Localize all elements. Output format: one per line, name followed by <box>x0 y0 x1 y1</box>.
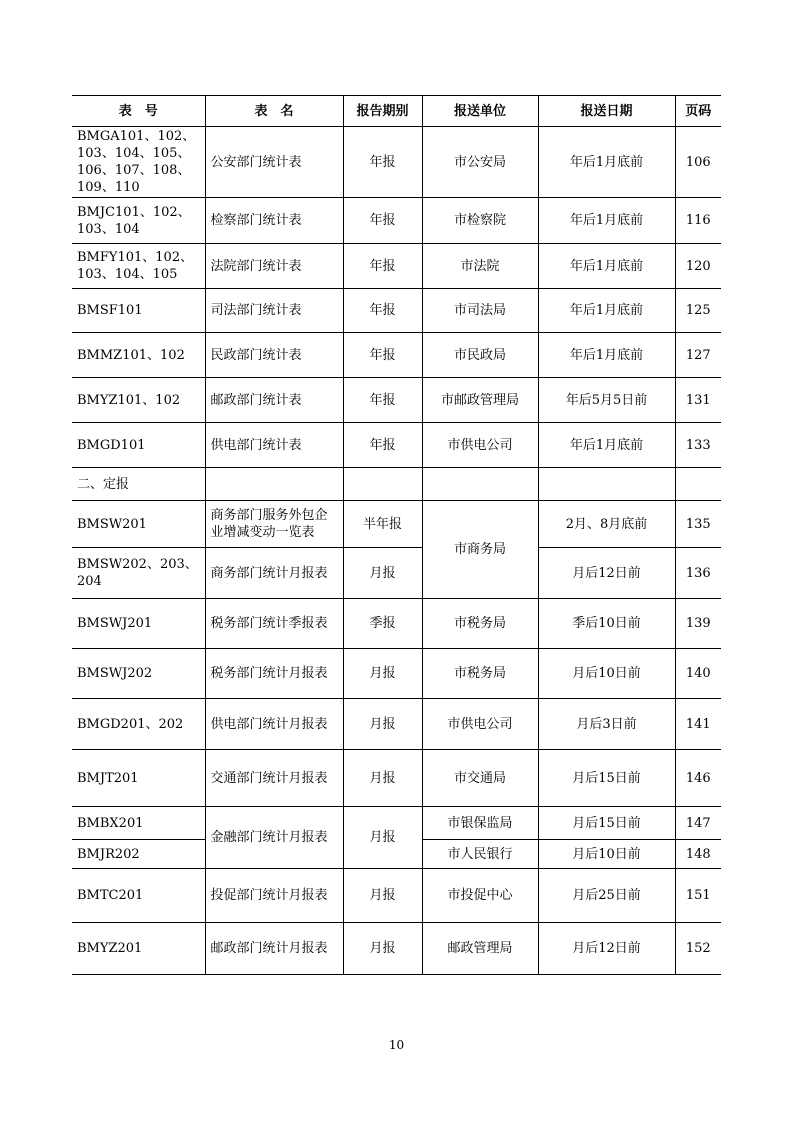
date-cell: 年后1月底前 <box>538 244 675 289</box>
unit-cell: 市人民银行 <box>422 840 538 869</box>
table-row <box>72 244 721 289</box>
page-cell: 125 <box>675 289 721 333</box>
unit-cell: 市银保监局 <box>422 807 538 840</box>
unit-cell: 市供电公司 <box>422 423 538 468</box>
period-cell: 年报 <box>343 198 422 244</box>
table-row <box>72 750 721 807</box>
empty-cell <box>343 468 422 501</box>
page-cell: 136 <box>675 548 721 599</box>
date-cell: 2月、8月底前 <box>538 501 675 548</box>
form-code-cell: BMBX201 <box>72 807 205 840</box>
page-cell: 139 <box>675 599 721 649</box>
page-cell: 116 <box>675 198 721 244</box>
unit-cell: 市税务局 <box>422 599 538 649</box>
table-row <box>72 289 721 333</box>
page-cell: 148 <box>675 840 721 869</box>
date-cell: 月后25日前 <box>538 869 675 923</box>
period-cell: 半年报 <box>343 501 422 548</box>
date-cell: 年后5月5日前 <box>538 378 675 423</box>
form-name-cell: 公安部门统计表 <box>205 127 343 198</box>
form-name-cell: 商务部门服务外包企业增减变动一览表 <box>205 501 343 548</box>
date-cell: 季后10日前 <box>538 599 675 649</box>
table-row <box>72 501 721 548</box>
unit-cell: 市税务局 <box>422 649 538 699</box>
section-row <box>72 468 721 501</box>
table-row <box>72 649 721 699</box>
form-code-cell: BMTC201 <box>72 869 205 923</box>
page-cell: 152 <box>675 923 721 975</box>
page-cell: 135 <box>675 501 721 548</box>
page-cell: 140 <box>675 649 721 699</box>
date-cell: 月后3日前 <box>538 699 675 750</box>
period-cell: 年报 <box>343 289 422 333</box>
period-cell: 年报 <box>343 378 422 423</box>
unit-cell: 市检察院 <box>422 198 538 244</box>
form-name-cell: 金融部门统计月报表 <box>205 807 343 869</box>
period-cell: 年报 <box>343 333 422 378</box>
form-code-cell: BMSW202、203、204 <box>72 548 205 599</box>
statistics-catalog-table <box>72 95 721 975</box>
form-name-cell: 邮政部门统计月报表 <box>205 923 343 975</box>
page-cell: 127 <box>675 333 721 378</box>
table-row <box>72 599 721 649</box>
form-name-cell: 民政部门统计表 <box>205 333 343 378</box>
unit-cell: 市法院 <box>422 244 538 289</box>
header-report-period: 报告期别 <box>343 96 422 127</box>
period-cell: 月报 <box>343 699 422 750</box>
page-cell: 120 <box>675 244 721 289</box>
unit-cell: 市商务局 <box>422 501 538 599</box>
table-row <box>72 923 721 975</box>
page-cell: 147 <box>675 807 721 840</box>
date-cell: 月后12日前 <box>538 548 675 599</box>
table-row <box>72 548 721 599</box>
date-cell: 年后1月底前 <box>538 198 675 244</box>
form-name-cell: 税务部门统计季报表 <box>205 599 343 649</box>
form-name-cell: 司法部门统计表 <box>205 289 343 333</box>
date-cell: 年后1月底前 <box>538 289 675 333</box>
unit-cell: 市民政局 <box>422 333 538 378</box>
page-cell: 133 <box>675 423 721 468</box>
date-cell: 月后10日前 <box>538 840 675 869</box>
form-name-cell: 商务部门统计月报表 <box>205 548 343 599</box>
form-code-cell: BMYZ201 <box>72 923 205 975</box>
period-cell: 月报 <box>343 869 422 923</box>
form-name-cell: 检察部门统计表 <box>205 198 343 244</box>
form-name-cell: 供电部门统计表 <box>205 423 343 468</box>
table-row <box>72 699 721 750</box>
form-code-cell: BMSWJ202 <box>72 649 205 699</box>
form-code-cell: BMGA101、102、103、104、105、106、107、108、109、110 <box>72 127 205 198</box>
date-cell: 年后1月底前 <box>538 423 675 468</box>
unit-cell: 市投促中心 <box>422 869 538 923</box>
table-row <box>72 378 721 423</box>
form-code-cell: BMSW201 <box>72 501 205 548</box>
form-code-cell: BMSWJ201 <box>72 599 205 649</box>
unit-cell: 市司法局 <box>422 289 538 333</box>
unit-cell: 市公安局 <box>422 127 538 198</box>
unit-cell: 市交通局 <box>422 750 538 807</box>
period-cell: 年报 <box>343 244 422 289</box>
form-code-cell: BMJC101、102、103、104 <box>72 198 205 244</box>
table-row <box>72 807 721 840</box>
section-label: 二、定报 <box>72 468 205 501</box>
table-row <box>72 423 721 468</box>
table-row <box>72 333 721 378</box>
form-code-cell: BMYZ101、102 <box>72 378 205 423</box>
form-name-cell: 税务部门统计月报表 <box>205 649 343 699</box>
form-name-cell: 法院部门统计表 <box>205 244 343 289</box>
date-cell: 月后15日前 <box>538 807 675 840</box>
period-cell: 月报 <box>343 548 422 599</box>
page-cell: 106 <box>675 127 721 198</box>
date-cell: 年后1月底前 <box>538 333 675 378</box>
page-cell: 131 <box>675 378 721 423</box>
form-code-cell: BMMZ101、102 <box>72 333 205 378</box>
form-name-cell: 交通部门统计月报表 <box>205 750 343 807</box>
form-name-cell: 邮政部门统计表 <box>205 378 343 423</box>
unit-cell: 市供电公司 <box>422 699 538 750</box>
page-cell: 146 <box>675 750 721 807</box>
period-cell: 季报 <box>343 599 422 649</box>
date-cell: 月后10日前 <box>538 649 675 699</box>
form-name-cell: 供电部门统计月报表 <box>205 699 343 750</box>
period-cell: 月报 <box>343 807 422 869</box>
empty-cell <box>675 468 721 501</box>
page-number: 10 <box>388 1038 405 1052</box>
unit-cell: 市邮政管理局 <box>422 378 538 423</box>
header-form-name: 表 名 <box>205 96 343 127</box>
table-row <box>72 198 721 244</box>
form-code-cell: BMFY101、102、103、104、105 <box>72 244 205 289</box>
table-row <box>72 869 721 923</box>
form-name-cell: 投促部门统计月报表 <box>205 869 343 923</box>
period-cell: 月报 <box>343 923 422 975</box>
period-cell: 年报 <box>343 127 422 198</box>
form-code-cell: BMJR202 <box>72 840 205 869</box>
empty-cell <box>205 468 343 501</box>
form-code-cell: BMSF101 <box>72 289 205 333</box>
page-cell: 151 <box>675 869 721 923</box>
period-cell: 月报 <box>343 750 422 807</box>
empty-cell <box>422 468 538 501</box>
header-page-number: 页码 <box>675 96 721 127</box>
page-cell: 141 <box>675 699 721 750</box>
unit-cell: 邮政管理局 <box>422 923 538 975</box>
date-cell: 月后12日前 <box>538 923 675 975</box>
form-code-cell: BMGD201、202 <box>72 699 205 750</box>
header-form-code: 表 号 <box>72 96 205 127</box>
header-reporting-unit: 报送单位 <box>422 96 538 127</box>
date-cell: 年后1月底前 <box>538 127 675 198</box>
empty-cell <box>538 468 675 501</box>
period-cell: 年报 <box>343 423 422 468</box>
date-cell: 月后15日前 <box>538 750 675 807</box>
header-report-date: 报送日期 <box>538 96 675 127</box>
header-row <box>72 96 721 127</box>
period-cell: 月报 <box>343 649 422 699</box>
form-code-cell: BMGD101 <box>72 423 205 468</box>
form-code-cell: BMJT201 <box>72 750 205 807</box>
table-row <box>72 127 721 198</box>
